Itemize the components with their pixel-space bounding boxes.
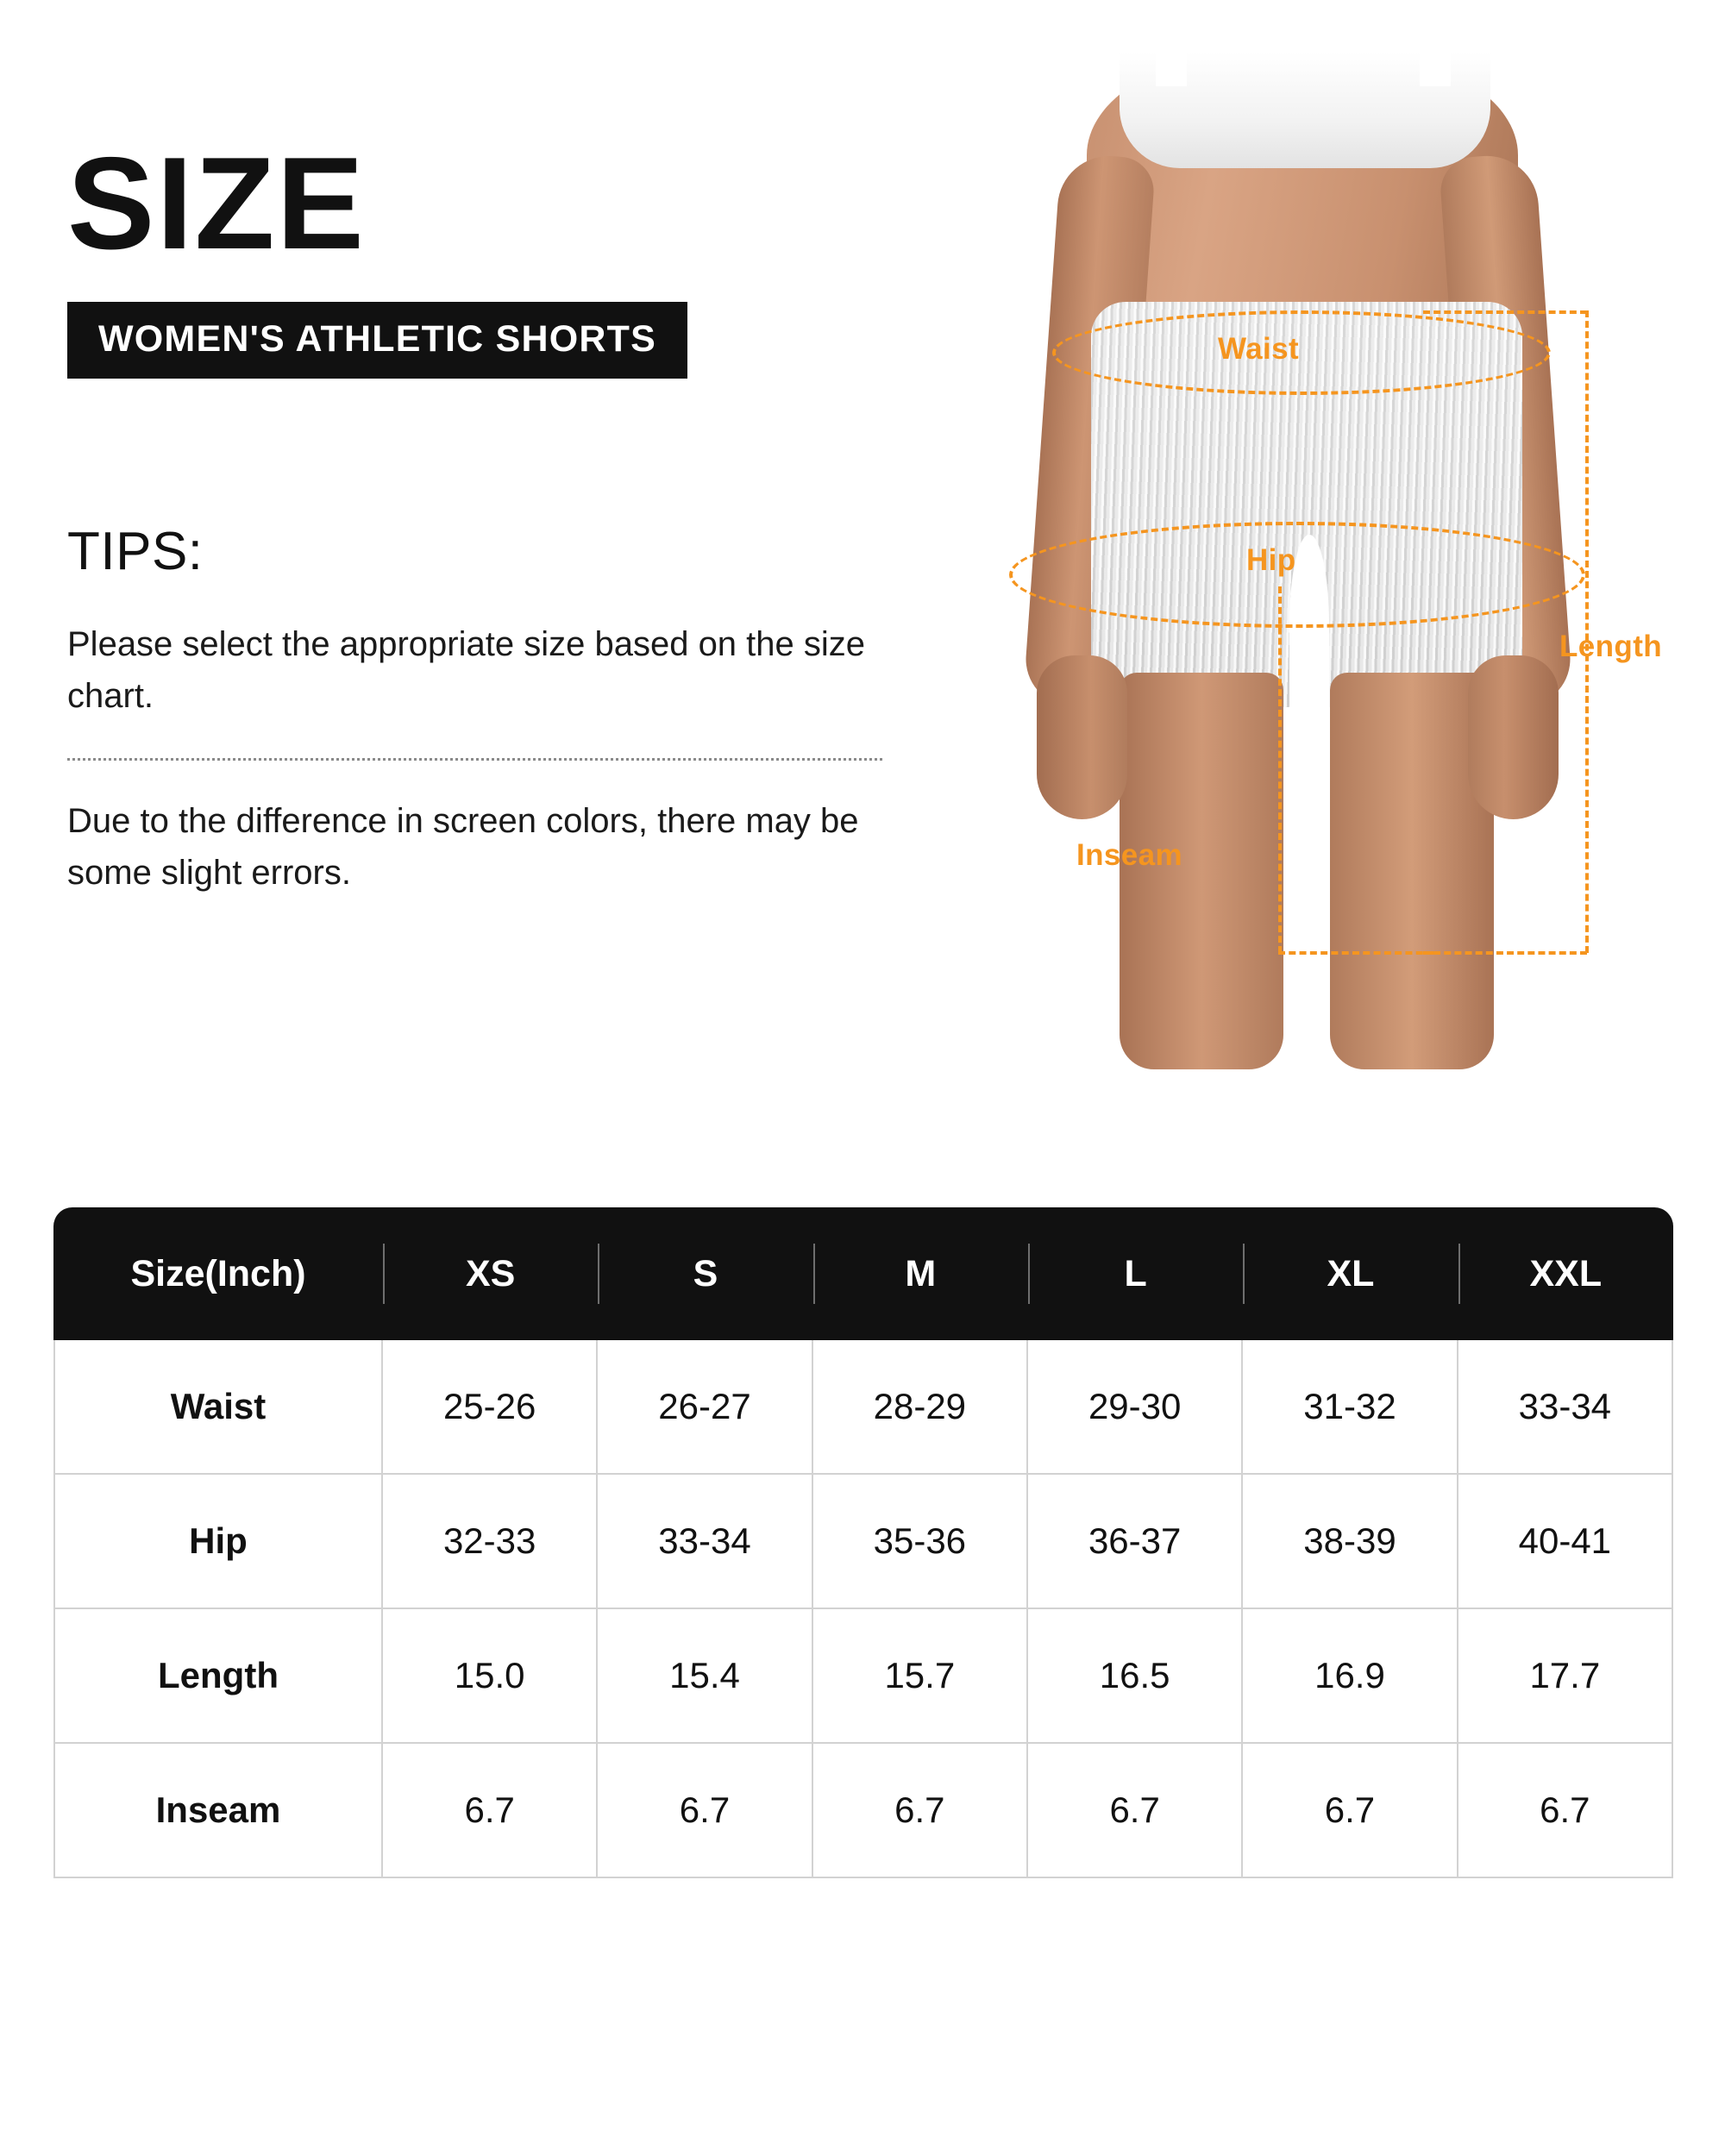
table-header-row <box>53 1207 1673 1340</box>
cell-hip-xxl: 40-41 <box>1458 1475 1673 1609</box>
cell-length-m: 15.7 <box>813 1609 1028 1744</box>
hip-measure-line <box>1009 522 1585 628</box>
model-hand-left <box>1037 655 1127 819</box>
product-photo <box>940 52 1665 1112</box>
cell-length-s: 15.4 <box>598 1609 812 1744</box>
table-row <box>53 1609 1673 1744</box>
column-header-size: Size(Inch) <box>53 1207 383 1340</box>
tips-line-2: Due to the difference in screen colors, there may be some slight errors. <box>67 802 859 892</box>
column-header-s: S <box>598 1207 812 1340</box>
size-table <box>53 1207 1673 1878</box>
length-label: Length <box>1559 630 1663 663</box>
tips-heading: TIPS: <box>67 522 204 581</box>
table-row <box>53 1475 1673 1609</box>
cell-waist-l: 29-30 <box>1028 1340 1243 1475</box>
waist-label: Waist <box>1218 332 1300 366</box>
row-label-waist: Waist <box>53 1340 383 1475</box>
cell-inseam-l: 6.7 <box>1028 1744 1243 1878</box>
column-header-l: L <box>1028 1207 1243 1340</box>
subtitle-badge: WOMEN'S ATHLETIC SHORTS <box>67 302 687 379</box>
cell-inseam-m: 6.7 <box>813 1744 1028 1878</box>
cell-hip-m: 35-36 <box>813 1475 1028 1609</box>
column-header-xs: XS <box>383 1207 598 1340</box>
inseam-measure-bottom <box>1278 951 1433 955</box>
model-illustration <box>940 52 1665 1112</box>
size-chart <box>53 1207 1673 1878</box>
cell-inseam-s: 6.7 <box>598 1744 812 1878</box>
row-label-hip: Hip <box>53 1475 383 1609</box>
bra-strap-left <box>1156 52 1187 86</box>
waist-measure-line <box>1052 310 1551 395</box>
cell-length-xl: 16.9 <box>1243 1609 1458 1744</box>
cell-inseam-xl: 6.7 <box>1243 1744 1458 1878</box>
column-header-xxl: XXL <box>1458 1207 1673 1340</box>
dotted-divider <box>67 758 882 761</box>
table-row <box>53 1744 1673 1878</box>
cell-waist-m: 28-29 <box>813 1340 1028 1475</box>
hip-label: Hip <box>1246 543 1296 577</box>
tips-line-1: Please select the appropriate size based on the size chart. <box>67 625 866 715</box>
cell-hip-l: 36-37 <box>1028 1475 1243 1609</box>
length-measure-top <box>1423 310 1587 314</box>
cell-length-l: 16.5 <box>1028 1609 1243 1744</box>
column-header-xl: XL <box>1243 1207 1458 1340</box>
cell-inseam-xxl: 6.7 <box>1458 1744 1673 1878</box>
cell-hip-xs: 32-33 <box>383 1475 598 1609</box>
inseam-measure-line <box>1278 586 1282 953</box>
length-measure-bottom <box>1423 951 1587 955</box>
column-header-m: M <box>813 1207 1028 1340</box>
inseam-label: Inseam <box>1076 838 1183 872</box>
cell-waist-xl: 31-32 <box>1243 1340 1458 1475</box>
page-title: SIZE <box>67 130 366 277</box>
model-hand-right <box>1468 655 1559 819</box>
bra-strap-right <box>1420 52 1451 86</box>
cell-hip-s: 33-34 <box>598 1475 812 1609</box>
table-row <box>53 1340 1673 1475</box>
size-table-head <box>53 1207 1673 1340</box>
row-label-length: Length <box>53 1609 383 1744</box>
info-column <box>67 130 895 933</box>
size-table-body <box>53 1340 1673 1878</box>
cell-waist-xxl: 33-34 <box>1458 1340 1673 1475</box>
cell-length-xs: 15.0 <box>383 1609 598 1744</box>
cell-length-xxl: 17.7 <box>1458 1609 1673 1744</box>
cell-inseam-xs: 6.7 <box>383 1744 598 1878</box>
cell-hip-xl: 38-39 <box>1243 1475 1458 1609</box>
cell-waist-s: 26-27 <box>598 1340 812 1475</box>
cell-waist-xs: 25-26 <box>383 1340 598 1475</box>
row-label-inseam: Inseam <box>53 1744 383 1878</box>
